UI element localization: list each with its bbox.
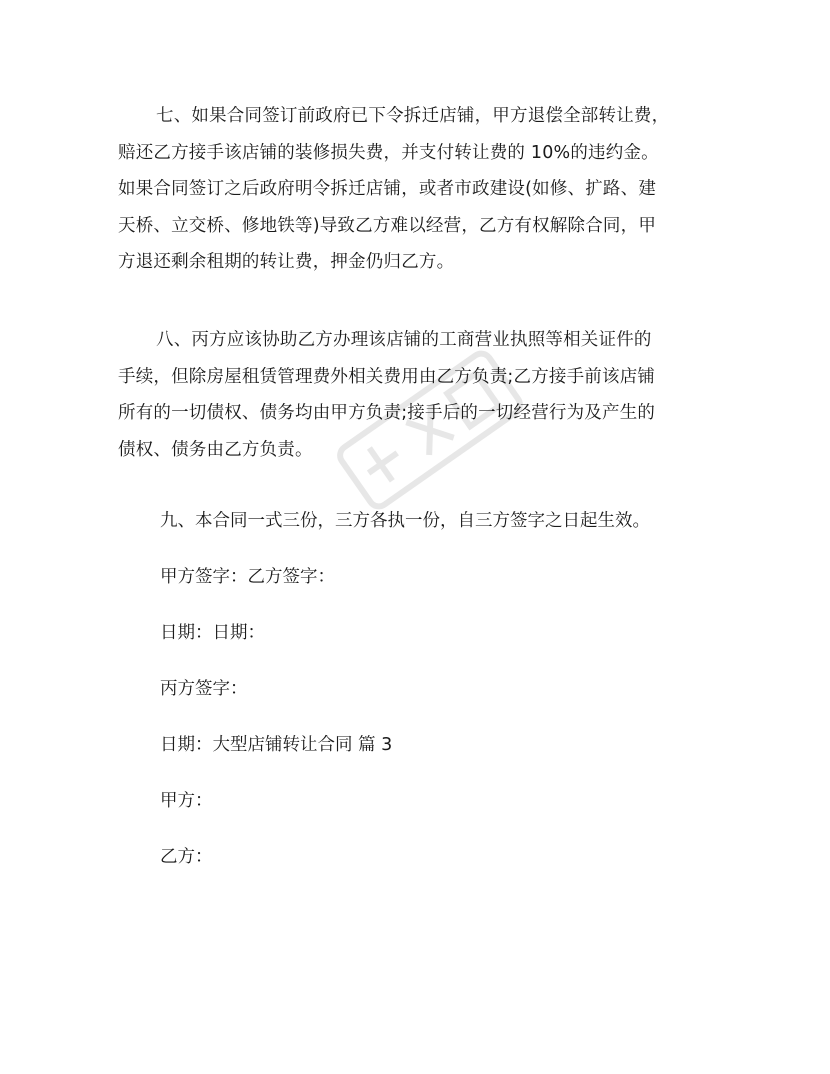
paragraph-line: 如果合同签订之后政府明令拆迁店铺，或者市政建设(如修、扩路、建 [118, 179, 657, 199]
paragraph-line: 赔还乙方接手该店铺的装修损失费，并支付转让费的 10%的违约金。 [118, 142, 659, 163]
date-line-party-a-b: 日期：日期： [160, 623, 265, 643]
paragraph-line: 债权、债务由乙方负责。 [118, 439, 313, 460]
paragraph-8 [118, 322, 718, 468]
paragraph-line: 七、如果合同签订前政府已下令拆迁店铺，甲方退偿全部转让费， [156, 106, 670, 126]
paragraph-9: 九、本合同一式三份，三方各执一份，自三方签字之日起生效。 [160, 511, 650, 531]
signature-line-party-a-b: 甲方签字：乙方签字： [160, 567, 335, 587]
paragraph-line: 八、丙方应该协助乙方办理该店铺的工商营业执照等相关证件的 [156, 330, 652, 350]
paragraph-line: 手续，但除房屋租赁管理费外相关费用由乙方负责;乙方接手前该店铺 [118, 366, 656, 387]
paragraph-line: 方退还剩余租期的转让费，押金仍归乙方。 [118, 252, 455, 272]
paragraph-line: 天桥、立交桥、修地铁等)导致乙方难以经营，乙方有权解除合同，甲 [118, 215, 657, 236]
signature-line-party-c: 丙方签字： [160, 679, 248, 699]
party-a-line: 甲方： [160, 791, 213, 811]
party-b-line: 乙方： [160, 847, 213, 867]
paragraph-line: 所有的一切债权、债务均由甲方负责;接手后的一切经营行为及产生的 [118, 403, 656, 423]
paragraph-7 [118, 98, 718, 281]
date-line-and-section-title: 日期：大型店铺转让合同 篇 3 [160, 735, 393, 755]
